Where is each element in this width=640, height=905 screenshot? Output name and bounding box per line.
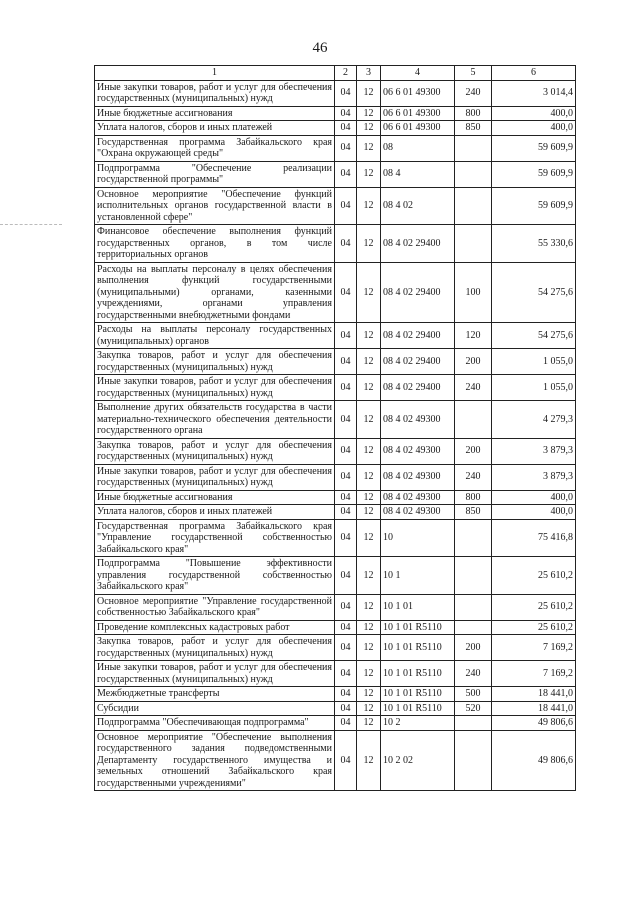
expense-type-code (455, 161, 492, 187)
section-code: 04 (335, 701, 357, 716)
amount: 1 055,0 (492, 349, 576, 375)
column-header: 2 (335, 66, 357, 81)
subsection-code: 12 (357, 262, 381, 323)
column-header: 1 (95, 66, 335, 81)
row-name: Межбюджетные трансферты (95, 687, 335, 702)
row-name: Расходы на выплаты персоналу государственных (муниципальных) органов (95, 323, 335, 349)
section-code: 04 (335, 464, 357, 490)
expense-type-code (455, 135, 492, 161)
expense-type-code: 800 (455, 106, 492, 121)
target-article-code: 06 6 01 49300 (381, 121, 455, 136)
row-name: Подпрограмма "Повышение эффективности управления государственной собственностью Забайкальского края" (95, 557, 335, 595)
expense-type-code (455, 716, 492, 731)
expense-type-code: 240 (455, 80, 492, 106)
section-code: 04 (335, 80, 357, 106)
row-name: Подпрограмма "Обеспечивающая подпрограмма" (95, 716, 335, 731)
target-article-code: 10 1 01 R5110 (381, 701, 455, 716)
subsection-code: 12 (357, 716, 381, 731)
subsection-code: 12 (357, 594, 381, 620)
expense-type-code: 240 (455, 464, 492, 490)
expense-type-code: 120 (455, 323, 492, 349)
expense-type-code: 100 (455, 262, 492, 323)
target-article-code: 10 1 01 R5110 (381, 687, 455, 702)
subsection-code: 12 (357, 106, 381, 121)
row-name: Основное мероприятие "Управление государственной собственностью Забайкальского края" (95, 594, 335, 620)
amount: 400,0 (492, 121, 576, 136)
row-name: Иные закупки товаров, работ и услуг для обеспечения государственных (муниципальных) нужд (95, 661, 335, 687)
table-row (95, 716, 576, 731)
target-article-code: 08 4 02 49300 (381, 505, 455, 520)
target-article-code: 08 4 02 29400 (381, 323, 455, 349)
table-row (95, 80, 576, 106)
table-row (95, 375, 576, 401)
amount: 400,0 (492, 106, 576, 121)
target-article-code: 06 6 01 49300 (381, 80, 455, 106)
subsection-code: 12 (357, 490, 381, 505)
row-name: Иные закупки товаров, работ и услуг для обеспечения государственных (муниципальных) нужд (95, 464, 335, 490)
amount: 59 609,9 (492, 135, 576, 161)
row-name: Иные закупки товаров, работ и услуг для обеспечения государственных (муниципальных) нужд (95, 80, 335, 106)
section-code: 04 (335, 375, 357, 401)
subsection-code: 12 (357, 620, 381, 635)
table-row (95, 135, 576, 161)
table-row (95, 438, 576, 464)
amount: 4 279,3 (492, 401, 576, 439)
amount: 7 169,2 (492, 661, 576, 687)
column-header: 5 (455, 66, 492, 81)
section-code: 04 (335, 225, 357, 263)
column-header: 4 (381, 66, 455, 81)
amount: 25 610,2 (492, 594, 576, 620)
amount: 18 441,0 (492, 701, 576, 716)
row-name: Иные бюджетные ассигнования (95, 490, 335, 505)
amount: 3 879,3 (492, 464, 576, 490)
table-row (95, 635, 576, 661)
expense-type-code (455, 594, 492, 620)
subsection-code: 12 (357, 225, 381, 263)
table-row (95, 262, 576, 323)
amount: 7 169,2 (492, 635, 576, 661)
section-code: 04 (335, 401, 357, 439)
amount: 54 275,6 (492, 323, 576, 349)
expense-type-code (455, 730, 492, 791)
section-code: 04 (335, 323, 357, 349)
amount: 3 879,3 (492, 438, 576, 464)
section-code: 04 (335, 557, 357, 595)
subsection-code: 12 (357, 349, 381, 375)
section-code: 04 (335, 661, 357, 687)
target-article-code: 08 4 02 29400 (381, 375, 455, 401)
table-row (95, 106, 576, 121)
row-name: Финансовое обеспечение выполнения функций государственных органов, в том числе территориальных органов (95, 225, 335, 263)
expense-type-code: 500 (455, 687, 492, 702)
subsection-code: 12 (357, 687, 381, 702)
subsection-code: 12 (357, 730, 381, 791)
row-name: Закупка товаров, работ и услуг для обеспечения государственных (муниципальных) нужд (95, 438, 335, 464)
expense-type-code (455, 401, 492, 439)
target-article-code: 10 1 (381, 557, 455, 595)
subsection-code: 12 (357, 557, 381, 595)
expense-type-code (455, 620, 492, 635)
subsection-code: 12 (357, 323, 381, 349)
section-code: 04 (335, 349, 357, 375)
section-code: 04 (335, 505, 357, 520)
target-article-code: 08 4 02 49300 (381, 438, 455, 464)
row-name: Основное мероприятие "Обеспечение функций исполнительных органов государственной власти в установленной сфере" (95, 187, 335, 225)
table-row (95, 464, 576, 490)
column-number-row (95, 66, 576, 81)
target-article-code: 10 2 02 (381, 730, 455, 791)
table-row (95, 519, 576, 557)
section-code: 04 (335, 187, 357, 225)
section-code: 04 (335, 135, 357, 161)
row-name: Уплата налогов, сборов и иных платежей (95, 505, 335, 520)
row-name: Субсидии (95, 701, 335, 716)
table-row (95, 225, 576, 263)
table-row (95, 661, 576, 687)
row-name: Основное мероприятие "Обеспечение выполнения государственного задания подведомственными Департаменту государственного имущества и земельных отношений Забайкальского края государственными учреждениями" (95, 730, 335, 791)
subsection-code: 12 (357, 80, 381, 106)
table-row (95, 187, 576, 225)
amount: 55 330,6 (492, 225, 576, 263)
section-code: 04 (335, 620, 357, 635)
amount: 3 014,4 (492, 80, 576, 106)
subsection-code: 12 (357, 401, 381, 439)
expense-type-code: 520 (455, 701, 492, 716)
target-article-code: 08 (381, 135, 455, 161)
amount: 59 609,9 (492, 161, 576, 187)
row-name: Расходы на выплаты персоналу в целях обеспечения выполнения функций государственными (муниципальными) органами, казенными учреждениями, органами управления государственными внебюджетными фондами (95, 262, 335, 323)
budget-table (94, 65, 576, 791)
column-header: 6 (492, 66, 576, 81)
amount: 25 610,2 (492, 557, 576, 595)
expense-type-code (455, 519, 492, 557)
target-article-code: 08 4 (381, 161, 455, 187)
expense-type-code: 850 (455, 505, 492, 520)
subsection-code: 12 (357, 464, 381, 490)
expense-type-code: 200 (455, 635, 492, 661)
subsection-code: 12 (357, 701, 381, 716)
amount: 1 055,0 (492, 375, 576, 401)
section-code: 04 (335, 594, 357, 620)
amount: 25 610,2 (492, 620, 576, 635)
amount: 400,0 (492, 505, 576, 520)
target-article-code: 10 1 01 R5110 (381, 620, 455, 635)
expense-type-code (455, 557, 492, 595)
expense-type-code: 240 (455, 661, 492, 687)
amount: 49 806,6 (492, 716, 576, 731)
row-name: Проведение комплексных кадастровых работ (95, 620, 335, 635)
expense-type-code: 240 (455, 375, 492, 401)
expense-type-code: 200 (455, 349, 492, 375)
subsection-code: 12 (357, 519, 381, 557)
section-code: 04 (335, 121, 357, 136)
target-article-code: 08 4 02 (381, 187, 455, 225)
target-article-code: 08 4 02 49300 (381, 401, 455, 439)
table-row (95, 557, 576, 595)
target-article-code: 08 4 02 49300 (381, 490, 455, 505)
amount: 400,0 (492, 490, 576, 505)
table-row (95, 323, 576, 349)
section-code: 04 (335, 519, 357, 557)
margin-mark (0, 224, 62, 225)
row-name: Иные бюджетные ассигнования (95, 106, 335, 121)
target-article-code: 10 1 01 (381, 594, 455, 620)
section-code: 04 (335, 635, 357, 661)
target-article-code: 10 1 01 R5110 (381, 635, 455, 661)
section-code: 04 (335, 438, 357, 464)
amount: 18 441,0 (492, 687, 576, 702)
table-row (95, 730, 576, 791)
section-code: 04 (335, 490, 357, 505)
target-article-code: 10 2 (381, 716, 455, 731)
target-article-code: 08 4 02 29400 (381, 262, 455, 323)
subsection-code: 12 (357, 121, 381, 136)
expense-type-code: 800 (455, 490, 492, 505)
subsection-code: 12 (357, 661, 381, 687)
target-article-code: 08 4 02 29400 (381, 225, 455, 263)
target-article-code: 06 6 01 49300 (381, 106, 455, 121)
table-row (95, 121, 576, 136)
amount: 59 609,9 (492, 187, 576, 225)
section-code: 04 (335, 716, 357, 731)
table-row (95, 594, 576, 620)
row-name: Закупка товаров, работ и услуг для обеспечения государственных (муниципальных) нужд (95, 349, 335, 375)
expense-type-code: 850 (455, 121, 492, 136)
target-article-code: 10 1 01 R5110 (381, 661, 455, 687)
table-row (95, 349, 576, 375)
row-name: Подпрограмма "Обеспечение реализации государственной программы" (95, 161, 335, 187)
table-row (95, 401, 576, 439)
row-name: Государственная программа Забайкальского края "Охрана окружающей среды" (95, 135, 335, 161)
target-article-code: 08 4 02 29400 (381, 349, 455, 375)
subsection-code: 12 (357, 135, 381, 161)
row-name: Уплата налогов, сборов и иных платежей (95, 121, 335, 136)
amount: 54 275,6 (492, 262, 576, 323)
table-row (95, 161, 576, 187)
row-name: Закупка товаров, работ и услуг для обеспечения государственных (муниципальных) нужд (95, 635, 335, 661)
section-code: 04 (335, 687, 357, 702)
section-code: 04 (335, 161, 357, 187)
target-article-code: 10 (381, 519, 455, 557)
row-name: Выполнение других обязательств государства в части материально-технического обеспечения деятельности государственного органа (95, 401, 335, 439)
table-row (95, 490, 576, 505)
row-name: Государственная программа Забайкальского края "Управление государственной собственностью Забайкальского края" (95, 519, 335, 557)
target-article-code: 08 4 02 49300 (381, 464, 455, 490)
page-number: 46 (312, 40, 328, 56)
subsection-code: 12 (357, 438, 381, 464)
subsection-code: 12 (357, 187, 381, 225)
expense-type-code (455, 187, 492, 225)
amount: 75 416,8 (492, 519, 576, 557)
table-row (95, 505, 576, 520)
section-code: 04 (335, 106, 357, 121)
section-code: 04 (335, 262, 357, 323)
amount: 49 806,6 (492, 730, 576, 791)
column-header: 3 (357, 66, 381, 81)
subsection-code: 12 (357, 505, 381, 520)
subsection-code: 12 (357, 375, 381, 401)
table-row (95, 620, 576, 635)
section-code: 04 (335, 730, 357, 791)
expense-type-code (455, 225, 492, 263)
subsection-code: 12 (357, 635, 381, 661)
table-row (95, 687, 576, 702)
row-name: Иные закупки товаров, работ и услуг для обеспечения государственных (муниципальных) нужд (95, 375, 335, 401)
expense-type-code: 200 (455, 438, 492, 464)
table-row (95, 701, 576, 716)
subsection-code: 12 (357, 161, 381, 187)
